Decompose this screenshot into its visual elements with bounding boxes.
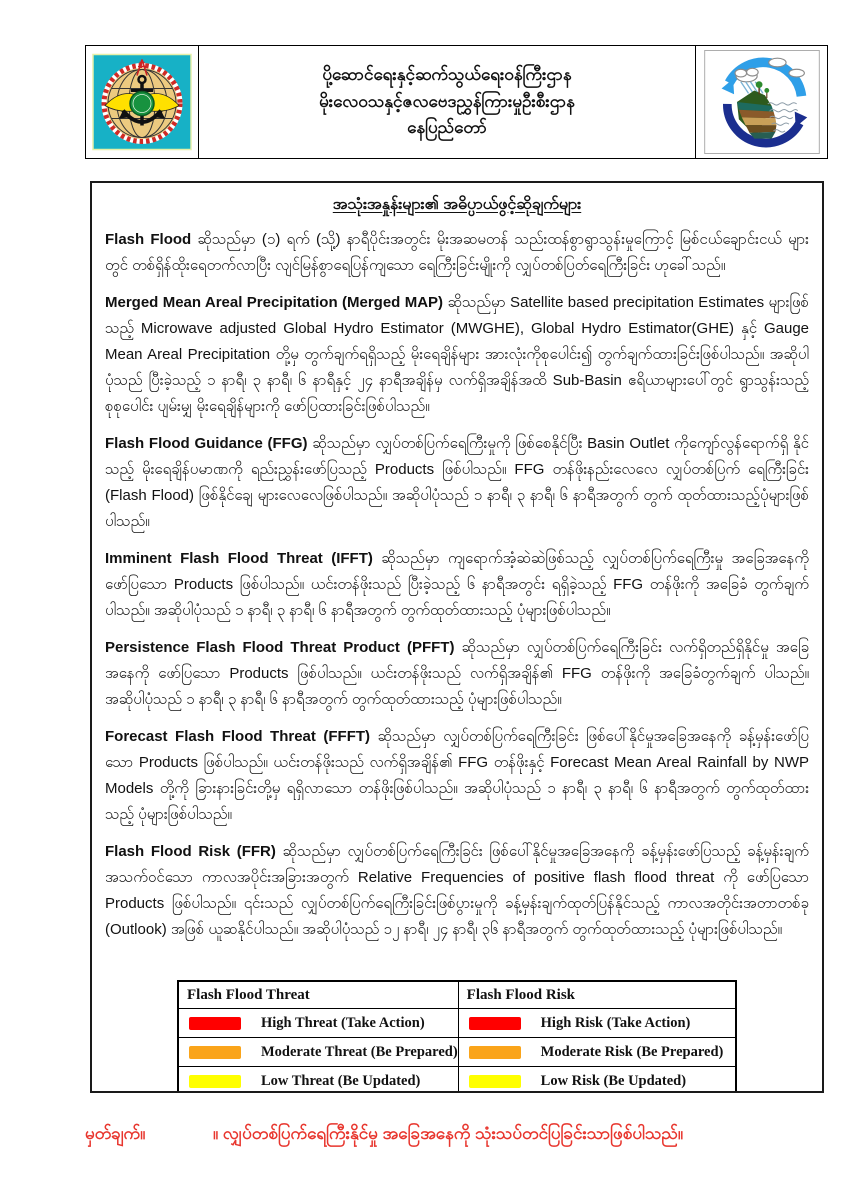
note-label: မှတ်ချက်။ <box>85 1124 146 1143</box>
definition-paragraph-ffft <box>105 724 809 828</box>
low-color-swatch <box>189 1075 241 1088</box>
table-row-moderate <box>178 1038 736 1067</box>
column-header-risk: Flash Flood Risk <box>458 981 736 1009</box>
definition-text: ဆိုသည်မှာ လျှပ်တစ်ပြက်ရေကြီးခြင်း လက်ရှိတည်ရှိနိုင်မှု အခြေ အနေကို ဖော်ပြသော Products ဖြစ်ပါသည်။ ယင်းတန်ဖိုးသည် လက်ရှိအချိန်၏ FFG တန်ဖိုးကို အခြေခံတွက်ချက် ပါသည်။ အဆိုပါပုံသည် ၁ နာရီ၊ ၃ နာရီ၊ ၆ နာရီအတွက် တွက်ထုတ်ထားသည့် ပုံများဖြစ်ပါသည်။ <box>105 639 809 708</box>
definition-paragraph-merged-map <box>105 290 809 420</box>
legend-label: High Risk (Take Action) <box>540 1014 691 1031</box>
legend-label: Low Threat (Be Updated) <box>261 1072 421 1089</box>
high-color-swatch <box>469 1017 521 1030</box>
definition-text: ဆိုသည်မှာ (၁) ရက် (သို့) နာရီပိုင်းအတွင်း မိုးအဆမတန် သည်းထန်စွာရွာသွန်းမှုကြောင့် မြစ်ငယ်ချောင်းငယ် များတွင် တစ်ရှိန်ထိုးရေတက်လာပြီး လျင်မြန်စွာရေပြန်ကျသော ရေကြီးခြင်းမျိုးကို လျှပ်တစ်ပြတ်ရေကြီးခြင်း ဟုခေါ်သည်။ <box>105 231 809 274</box>
right-logo-cell <box>695 46 827 158</box>
table-header-row <box>178 981 736 1009</box>
definition-paragraph-pfft <box>105 635 809 713</box>
term-name: Imminent Flash Flood Threat (IFFT) <box>105 550 373 567</box>
legend-label: Low Risk (Be Updated) <box>540 1072 687 1089</box>
definition-text: ဆိုသည်မှာ လျှပ်တစ်ပြက်ရေကြီးခြင်း ဖြစ်ပေါ်နိုင်မှုအခြေအနေကို ခန့်မှန်းဖော်ပြသည့် ခန့်မှန်းချက် အသက်ဝင်သော ကာလအပိုင်းအခြားအတွက် Relative Frequencies of positive flash flood threat ကို ဖော်ပြသော Products ဖြစ်ပါသည်။ ၎င်းသည် လျှပ်တစ်ပြက်ရေကြီးခြင်းဖြစ်ပွားမှုကို ခန့်မှန်းချက်ထုတ်ပြန်နိုင်သည့် ကာလအတိုင်းအတာတစ်ခု (Outlook) အဖြစ် ယူဆနိုင်ပါသည်။ အဆိုပါပုံသည် ၁၂ နာရီ၊ ၂၄ နာရီ၊ ၃၆ နာရီအတွက် တွက်ထုတ်ထားသည့် ပုံများဖြစ်ပါသည်။ <box>105 843 809 938</box>
remark-note <box>85 1123 828 1148</box>
term-name: Flash Flood Guidance (FFG) <box>105 435 308 452</box>
legend-label: Moderate Threat (Be Prepared) <box>261 1043 458 1060</box>
low-color-swatch <box>469 1075 521 1088</box>
left-logo-cell <box>86 46 199 158</box>
definition-paragraph-flash-flood <box>105 227 809 279</box>
term-name: Flash Flood Risk (FFR) <box>105 843 276 860</box>
definition-paragraph-ffg <box>105 431 809 535</box>
city-name: နေပြည်တော် <box>407 118 487 138</box>
legend-label: High Threat (Take Action) <box>261 1014 425 1031</box>
ministry-transport-communications-emblem-icon <box>92 52 192 152</box>
definitions-box <box>90 181 824 1093</box>
definition-paragraph-ffr <box>105 839 809 969</box>
page-title: အသုံးအနှုန်းများ၏ အဓိပ္ပာယ်ဖွင့်ဆိုချက်များ <box>332 196 582 213</box>
term-name: Forecast Flash Flood Threat (FFFT) <box>105 728 371 745</box>
ministry-name: ပို့ဆောင်ရေးနှင့်ဆက်သွယ်ရေးဝန်ကြီးဌာန <box>322 65 572 85</box>
column-header-threat: Flash Flood Threat <box>178 981 458 1009</box>
definition-text: ဆိုသည်မှာ ကျရောက်အံ့ဆဲဆဲဖြစ်သည့် လျှပ်တစ်ပြက်ရေကြီးမှု အခြေအနေကို ဖော်ပြသော Products ဖြစ်ပါသည်။ ယင်းတန်ဖိုးသည် ပြီးခဲ့သည့် ၆ နာရီအတွင်း ရရှိခဲ့သည့် FFG တန်ဖိုးကို အခြေခံ တွက်ချက်ပါသည်။ အဆိုပါပုံသည် ၁ နာရီ၊ ၃ နာရီ၊ ၆ နာရီအတွက် တွက်ထုတ်ထားသည့် ပုံများဖြစ်ပါသည်။ <box>105 550 809 619</box>
table-row-low <box>178 1067 736 1094</box>
letterhead-titles <box>199 46 695 158</box>
definition-text: ဆိုသည်မှာ လျှပ်တစ်ပြက်ရေကြီးမှုကို ဖြစ်စေနိုင်ပြီး Basin Outlet ကိုကျော်လွန်ရောက်ရှိ နိုင်သည့် မိုးရေချိန်ပမာဏကို ရည်းညွှန်းဖော်ပြသည့် Products ဖြစ်ပါသည်။ FFG တန်ဖိုးနည်းလေလေ လျှပ်တစ်ပြက် ရေကြီးခြင်း (Flash Flood) ဖြစ်နိုင်ချေ များလေလေဖြစ်ပါသည်။ အဆိုပါပုံသည် ၁ နာရီ၊ ၃ နာရီ၊ ၆ နာရီအတွက် တွက် ထုတ်ထားသည့်ပုံများဖြစ်ပါသည်။ <box>105 435 809 530</box>
water-cycle-emblem-icon <box>704 50 820 154</box>
term-name: Persistence Flash Flood Threat Product (PFFT) <box>105 639 455 656</box>
department-name: မိုးလေဝသနှင့်ဇလဗေဒညွှန်ကြားမှုဦးစီးဌာန <box>319 91 575 111</box>
definition-paragraph-ifft <box>105 546 809 624</box>
moderate-color-swatch <box>469 1046 521 1059</box>
legend-label: Moderate Risk (Be Prepared) <box>540 1043 724 1060</box>
moderate-color-swatch <box>189 1046 241 1059</box>
threat-risk-legend-table <box>177 980 737 1093</box>
definition-text: ဆိုသည်မှာ လျှပ်တစ်ပြက်ရေကြီးခြင်း ဖြစ်ပေါ်နိုင်မှုအခြေအနေကို ခန့်မှန်းဖော်ပြ သော Products ဖြစ်ပါသည်။ ယင်းတန်ဖိုးသည် လက်ရှိအချိန်၏ FFG တန်ဖိုးနှင့် Forecast Mean Areal Rainfall by NWP Models တို့ကို ခြားနားခြင်းတို့မှ ရရှိလာသော တန်ဖိုးဖြစ်ပါသည်။ အဆိုပါပုံသည် ၁ နာရီ၊ ၃ နာရီ၊ ၆ နာရီအတွက် တွက်ထုတ်ထားသည့် ပုံများဖြစ်ပါသည်။ <box>105 728 809 823</box>
table-row-high <box>178 1009 736 1038</box>
letterhead <box>85 45 828 159</box>
term-name: Merged Mean Areal Precipitation (Merged MAP) <box>105 294 444 311</box>
green-seal-icon <box>130 92 154 116</box>
note-text: ။ လျှပ်တစ်ပြက်ရေကြီးနိုင်မှု အခြေအနေကို သုံးသပ်တင်ပြခြင်းသာဖြစ်ပါသည်။ <box>213 1124 683 1143</box>
term-name: Flash Flood <box>105 231 192 248</box>
definition-text: ဆိုသည်မှာ Satellite based precipitation Estimates များဖြစ်သည့် Microwave adjusted Global Hydro Estimator (MWGHE), Global Hydro Estimator(GHE) နှင့် Gauge Mean Areal Precipitation တို့မှ တွက်ချက်ရရှိသည့် မိုးရေချိန်များ အားလုံးကိုစုပေါင်း၍ တွက်ချက်ထားခြင်းဖြစ်ပါသည်။ အဆိုပါ ပုံသည် ပြီးခဲ့သည့် ၁ နာရီ၊ ၃ နာရီ၊ ၆ နာရီနှင့် ၂၄ နာရီအချိန်မှ လက်ရှိအချိန်အထိ Sub-Basin ဧရိယာများပေါ်တွင် ရွာသွန်းသည့် စုစုပေါင်း ပျမ်းမျှ မိုးရေချိန်များကို ဖော်ပြထားခြင်းဖြစ်ပါသည်။ <box>105 294 809 415</box>
high-color-swatch <box>189 1017 241 1030</box>
